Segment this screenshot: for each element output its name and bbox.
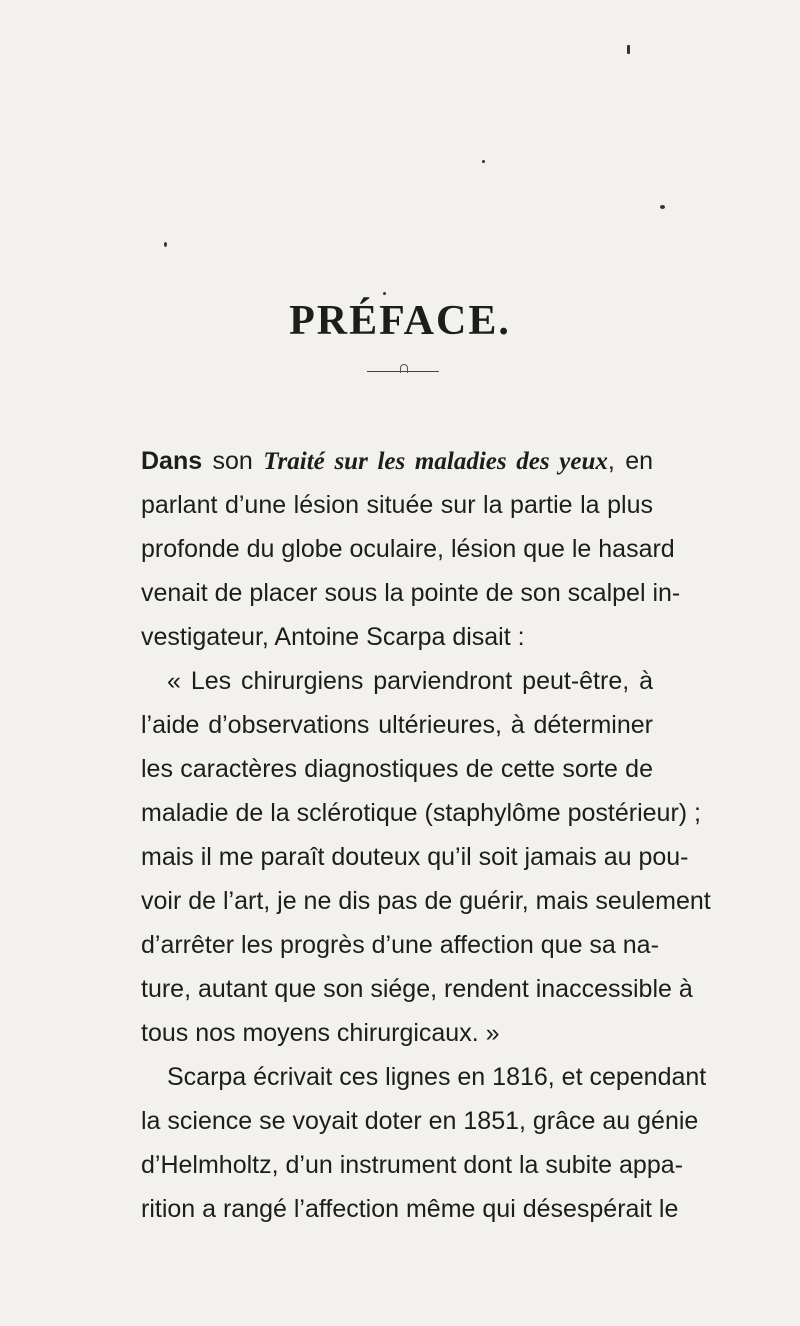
text-line: « Les chirurgiens parviendront peut-être, à: [167, 667, 653, 695]
rule-ornament: [400, 364, 408, 373]
text-line: voir de l’art, je ne dis pas de guérir, mais seulement: [141, 887, 711, 915]
text-line: l’aide d’observations ultérieures, à déterminer: [141, 711, 653, 739]
ink-speck: [482, 160, 485, 163]
text-line: profonde du globe oculaire, lésion que le hasard: [141, 535, 675, 563]
text-line: vestigateur, Antoine Scarpa disait :: [141, 623, 525, 651]
text-line: parlant d’une lésion située sur la partie la plus: [141, 491, 653, 519]
text-line: mais il me paraît douteux qu’il soit jamais au pou-: [141, 843, 689, 871]
ink-speck: [660, 205, 665, 209]
text-line: ture, autant que son siége, rendent inaccessible à: [141, 975, 693, 1003]
text-line: Scarpa écrivait ces lignes en 1816, et cependant: [167, 1063, 707, 1091]
text-line: d’arrêter les progrès d’une affection que sa na-: [141, 931, 659, 959]
work-title: Traité sur les maladies des yeux: [263, 448, 608, 475]
text-line: la science se voyait doter en 1851, grâce au génie: [141, 1107, 699, 1135]
body-text: [141, 439, 711, 1231]
text-line: rition a rangé l’affection même qui désespérait le: [141, 1195, 679, 1223]
ink-speck: [627, 45, 630, 54]
text-line: venait de placer sous la pointe de son scalpel in-: [141, 579, 681, 607]
lead-word: Dans: [141, 447, 203, 475]
text-line: d’Helmholtz, d’un instrument dont la subite appa-: [141, 1151, 683, 1179]
text-line: Dans son Traité sur les maladies des yeux, en: [141, 447, 654, 475]
ink-speck: [164, 242, 167, 247]
text-line: les caractères diagnostiques de cette sorte de: [141, 755, 653, 783]
text-line: tous nos moyens chirurgicaux. »: [141, 1019, 500, 1047]
text-line: maladie de la sclérotique (staphylôme postérieur) ;: [141, 799, 701, 827]
ink-speck: [383, 292, 386, 295]
page-title: PRÉFACE.: [289, 298, 511, 344]
